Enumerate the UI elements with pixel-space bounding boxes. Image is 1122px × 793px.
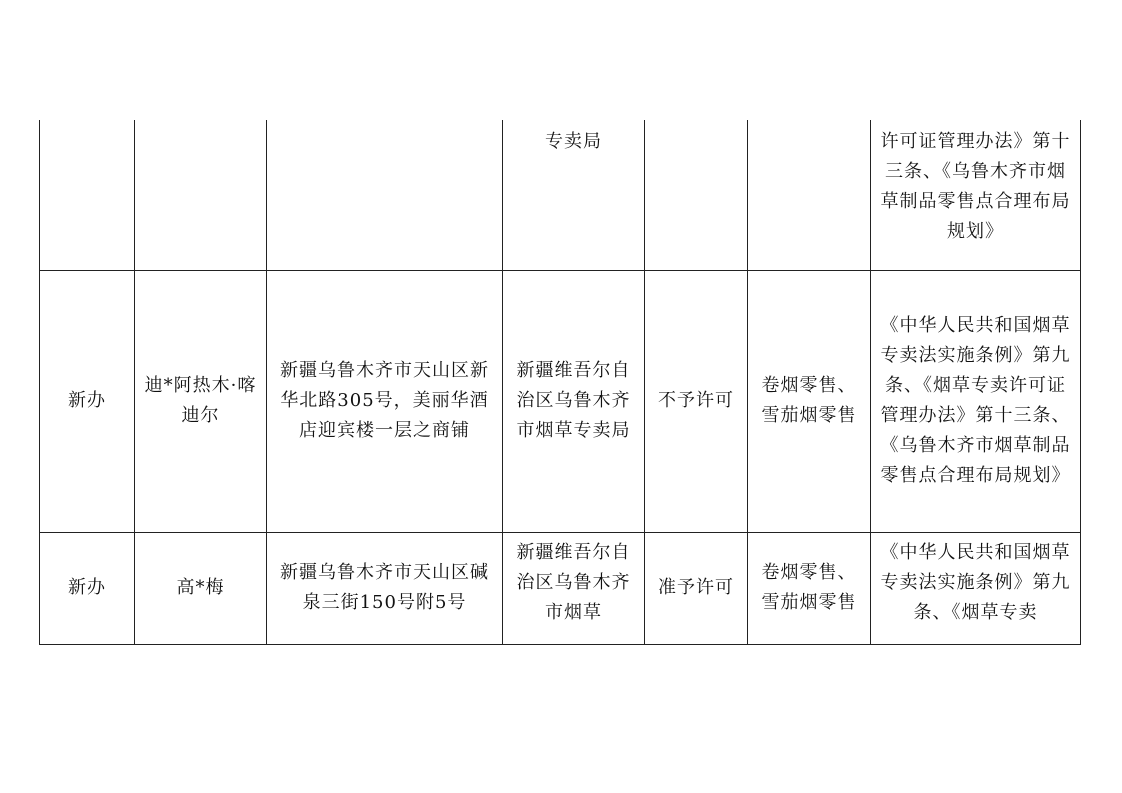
decision-cell: 不予许可 — [645, 270, 748, 532]
scope-cell — [748, 120, 871, 270]
table-row — [40, 532, 1081, 644]
basis-cell: 《中华人民共和国烟草专卖法实施条例》第九条、《烟草专卖许可证管理办法》第十三条、《乌鲁木齐市烟草制品零售点合理布局规划》 — [871, 270, 1081, 532]
basis-cell: 《中华人民共和国烟草专卖法实施条例》第九条、《烟草专卖 — [871, 532, 1081, 644]
address-cell: 新疆乌鲁木齐市天山区碱泉三街150号附5号 — [267, 532, 503, 644]
scope-cell: 卷烟零售、雪茄烟零售 — [748, 532, 871, 644]
agency-cell: 新疆维吾尔自治区乌鲁木齐市烟草专卖局 — [503, 270, 645, 532]
agency-cell: 专卖局 — [503, 120, 645, 270]
type-cell: 新办 — [40, 532, 135, 644]
type-cell — [40, 120, 135, 270]
name-cell: 迪*阿热木·喀迪尔 — [135, 270, 267, 532]
decision-cell — [645, 120, 748, 270]
agency-cell: 新疆维吾尔自治区乌鲁木齐市烟草 — [503, 532, 645, 644]
scope-cell: 卷烟零售、雪茄烟零售 — [748, 270, 871, 532]
permit-table — [39, 120, 1081, 645]
address-cell — [267, 120, 503, 270]
type-cell: 新办 — [40, 270, 135, 532]
basis-cell: 许可证管理办法》第十三条、《乌鲁木齐市烟草制品零售点合理布局规划》 — [871, 120, 1081, 270]
table-row — [40, 270, 1081, 532]
table-row — [40, 120, 1081, 270]
address-cell: 新疆乌鲁木齐市天山区新华北路305号，美丽华酒店迎宾楼一层之商铺 — [267, 270, 503, 532]
name-cell: 高*梅 — [135, 532, 267, 644]
decision-cell: 准予许可 — [645, 532, 748, 644]
name-cell — [135, 120, 267, 270]
